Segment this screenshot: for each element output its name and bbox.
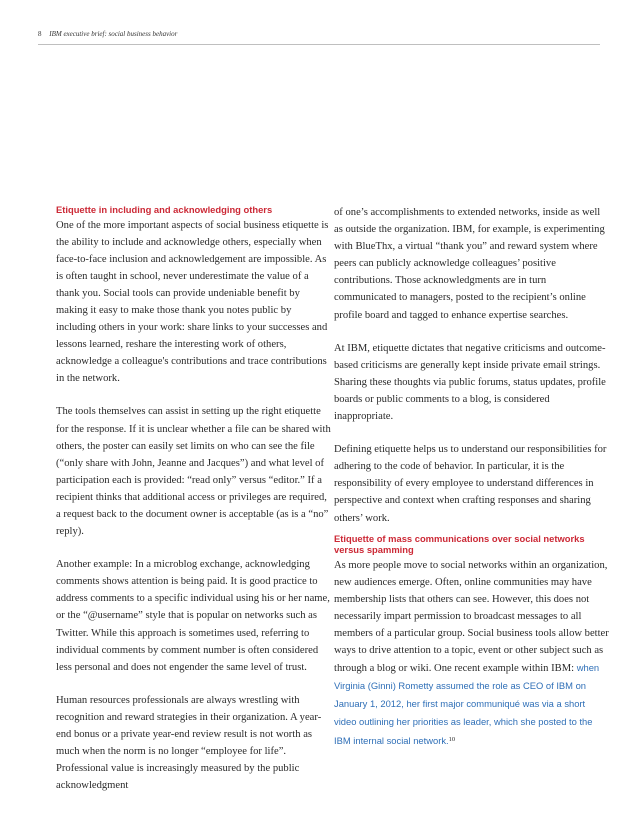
right-column: [334, 204, 610, 766]
section-heading-etiquette: Etiquette in including and acknowledging others: [56, 204, 273, 215]
header-title: IBM executive brief: social business behavior: [49, 30, 178, 38]
section-heading-mass-communications: Etiquette of mass communications over social networks versus spamming: [334, 532, 585, 556]
running-header: [38, 30, 177, 38]
right-paragraph-1: of one’s accomplishments to extended networks, inside as well as outside the organization. IBM, for example, is experimenting with BlueThx, a virtual “thank you” and reward system where peers can publicly acknowledge colleagues’ positive contributions. Those acknowledgments are in turn communicated to managers, posted to the recipient’s online profile board and tagged to enhance expertise searches.: [334, 207, 605, 321]
header-rule: [38, 44, 600, 45]
footnote-marker: 10: [448, 735, 456, 743]
left-paragraph-4: Human resources professionals are always wrestling with recognition and reward strategies in their organization. A year-end bonus or a private year-end review result is not worth as much when the norm is no longer “employee for life”. Professional value is increasingly measured by the public acknowledgment: [56, 694, 322, 792]
left-column: [56, 204, 332, 810]
left-paragraph-3: Another example: In a microblog exchange, acknowledging comments shows attention is being paid. It is good practice to address comments to a specific individual using his or her name, or the “@username” style that is popular on networks such as Twitter. While this approach is sometimes used, referring to individual comments by comment number is often considered less personal and does not engender the same level of trust.: [56, 559, 330, 673]
right-paragraph-3: Defining etiquette helps us to understand our responsibilities for adhering to the code of behavior. In particular, it is the responsibility of every employee to understand differences in perspective and context when crafting responses and sharing others’ work.: [334, 444, 607, 524]
page-number: 8: [38, 30, 42, 38]
left-paragraph-1: One of the more important aspects of social business etiquette is the ability to include and acknowledge others, especially when face-to-face inclusion and acknowledgement are impossible. As is often taught in school, never underestimate the value of a thank you. Social tools can provide undeniable benefit by making it easy to make those thank you notes public by including others in your work: share links to your successes and lessons learned, reshare the interesting work of others, acknowledge a colleague's contributions and trace contributions in the network.: [56, 219, 329, 385]
right-paragraph-4: [334, 557, 610, 750]
left-paragraph-2: The tools themselves can assist in setting up the right etiquette for the response. If it is unclear whether a file can be shared with others, the poster can easily set limits on who can see the file (“only share with John, Jeanne and Jacques”) and what level of participation each is provided: “read only” versus “editor.” If a recipient thinks that additional access or privileges are required, a request back to the document owner is acceptable (as is a “no” reply).: [56, 406, 331, 538]
right-paragraph-2: At IBM, etiquette dictates that negative criticisms and outcome-based criticisms are generally kept inside private email strings. Sharing these thoughts via public forums, status updates, profile boards or public comments to a blog, is considered inappropriate.: [334, 342, 606, 423]
right-paragraph-4-text: As more people move to social networks within an organization, new audiences emerge. Often, online communities may have membership lists that others can see. However, this does not necessarily impart permission to broadcast messages to all members of a particular group. Social business tools allow better ways to drive attention to a topic, event or other subject such as through a blog or wiki. One recent example within IBM:: [334, 559, 609, 675]
ceo-video-link[interactable]: when Virginia (Ginni) Rometty assumed the role as CEO of IBM on January 1, 2012, her first major communiqué was via a short video outlining her priorities as leader, which she posted to the IBM internal social network.: [334, 662, 600, 746]
